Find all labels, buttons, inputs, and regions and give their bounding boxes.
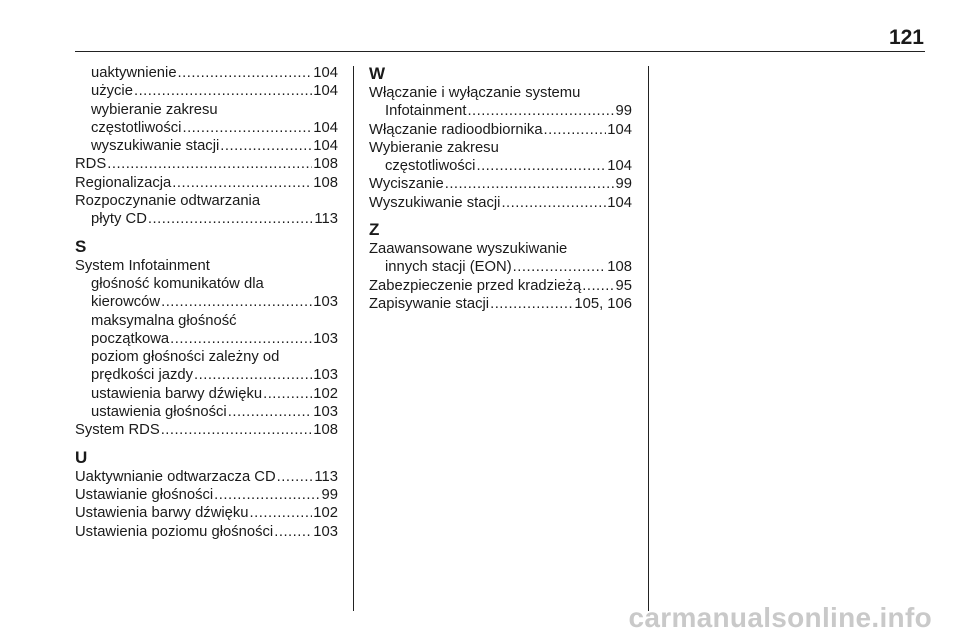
index-entry-page: 99: [321, 486, 338, 503]
dot-leader: [161, 293, 312, 311]
index-letter-heading: U: [75, 447, 88, 467]
index-entry: [75, 137, 338, 155]
index-entry: [369, 258, 632, 276]
index-entry: [75, 257, 338, 275]
index-entry-label: RDS: [75, 156, 107, 173]
index-entry-label: Ustawienia barwy dźwięku: [75, 505, 249, 522]
index-entry: [369, 139, 632, 157]
index-section-z: [369, 240, 632, 313]
index-entry: [75, 82, 338, 100]
index-entry-label: użycie: [91, 83, 133, 100]
index-entry-page: 103: [313, 367, 338, 384]
index-entry-page: 104: [313, 83, 338, 100]
dot-leader: [513, 258, 607, 276]
index-letter-heading: Z: [369, 220, 380, 240]
index-letter-heading: S: [75, 236, 87, 256]
index-entry-page: 113: [314, 468, 338, 485]
index-entry: [75, 486, 338, 504]
index-entry-page: 108: [313, 174, 338, 191]
index-entry-label: początkowa: [91, 330, 170, 347]
index-entry-page: 104: [607, 121, 632, 138]
index-entry: [369, 121, 632, 139]
index-entry: [369, 175, 632, 193]
index-entry-label: ustawienia barwy dźwięku: [91, 385, 263, 402]
dot-leader: [172, 174, 312, 192]
index-entry-label: Włączanie radioodbiornika: [369, 121, 543, 138]
dot-leader: [263, 385, 312, 403]
index-entry: [75, 174, 338, 192]
index-entry-label: innych stacji (EON): [385, 259, 512, 276]
dot-leader: [490, 295, 573, 313]
index-entry: [75, 101, 338, 119]
index-entry-label: Wyciszanie: [369, 176, 444, 193]
index-entry: [75, 155, 338, 173]
index-entry-label: System Infotainment: [75, 257, 210, 274]
index-entry: [75, 330, 338, 348]
index-entry-page: 103: [313, 523, 338, 540]
index-entry-page: 113: [314, 211, 338, 228]
dot-leader: [274, 523, 312, 541]
dot-leader: [214, 486, 320, 504]
index-entry-page: 104: [313, 65, 338, 81]
index-letter-heading: W: [369, 64, 386, 83]
index-entry-label: Zaawansowane wyszukiwanie: [369, 241, 568, 258]
index-entry: [75, 504, 338, 522]
index-entry-page: 103: [313, 294, 338, 311]
index-entry-label: Wybieranie zakresu: [369, 139, 499, 156]
dot-leader: [476, 157, 606, 175]
index-entry-label: prędkości jazdy: [91, 367, 193, 384]
index-entry-label: uaktywnienie: [91, 65, 177, 81]
index-entries-continued: [75, 64, 338, 229]
index-entry-page: 104: [313, 138, 338, 155]
index-entry-label: wybieranie zakresu: [91, 101, 218, 118]
index-column-left: [75, 64, 338, 541]
index-entry: [369, 84, 632, 102]
index-entry-label: Uaktywnianie odtwarzacza CD: [75, 468, 276, 485]
index-entry: [75, 468, 338, 486]
index-entry-label: Ustawienia poziomu głośności: [75, 523, 274, 540]
index-entry-label: System RDS: [75, 422, 160, 439]
index-entry: [369, 277, 632, 295]
index-entry-page: 105, 106: [574, 295, 632, 312]
index-entry-page: 95: [615, 277, 632, 294]
index-entry: [369, 194, 632, 212]
column-divider: [648, 66, 649, 611]
index-entry: [75, 421, 338, 439]
index-entry-page: 99: [615, 103, 632, 120]
index-entry: [369, 102, 632, 120]
index-entry-label: Zabezpieczenie przed kradzieżą: [369, 277, 582, 294]
index-entry-page: 108: [313, 156, 338, 173]
column-divider: [353, 66, 354, 611]
index-entry-page: 104: [607, 194, 632, 211]
index-entry-page: 99: [615, 176, 632, 193]
index-entry: [369, 295, 632, 313]
index-entry-label: Regionalizacja: [75, 174, 172, 191]
dot-leader: [544, 121, 607, 139]
index-entry-label: poziom głośności zależny od: [91, 349, 280, 366]
dot-leader: [250, 504, 313, 522]
header-rule: [75, 51, 925, 52]
dot-leader: [228, 403, 313, 421]
index-entry: [75, 64, 338, 82]
dot-leader: [582, 277, 614, 295]
index-entry-label: głośność komunikatów dla: [91, 275, 264, 292]
index-entry-label: Zapisywanie stacji: [369, 295, 490, 312]
index-entry: [75, 403, 338, 421]
index-entry: [75, 210, 338, 228]
index-entry: [75, 366, 338, 384]
index-entry-label: częstotliwości: [91, 119, 182, 136]
dot-leader: [170, 330, 312, 348]
index-entry-label: Infotainment: [385, 103, 467, 120]
index-entry-label: maksymalna głośność: [91, 312, 237, 329]
index-entry-label: płyty CD: [91, 211, 147, 228]
index-entry: [75, 385, 338, 403]
index-entry-page: 103: [313, 330, 338, 347]
dot-leader: [467, 102, 614, 120]
index-entry-page: 102: [313, 505, 338, 522]
index-entry: [75, 523, 338, 541]
dot-leader: [161, 421, 313, 439]
index-column-middle: [369, 64, 632, 313]
index-entry: [75, 192, 338, 210]
index-entry-label: Ustawianie głośności: [75, 486, 214, 503]
index-section-u: [75, 468, 338, 541]
index-entry-label: Włączanie i wyłączanie systemu: [369, 85, 581, 101]
index-section-s: [75, 257, 338, 440]
index-entry-label: ustawienia głośności: [91, 404, 227, 421]
dot-leader: [182, 119, 312, 137]
index-entry-page: 104: [313, 119, 338, 136]
index-entry-label: kierowców: [91, 294, 161, 311]
index-entry-page: 108: [607, 259, 632, 276]
index-entry: [75, 119, 338, 137]
index-entry: [369, 240, 632, 258]
dot-leader: [194, 366, 312, 384]
index-entry-page: 108: [313, 422, 338, 439]
index-entry-page: 103: [313, 404, 338, 421]
dot-leader: [178, 64, 313, 82]
page-number: 121: [888, 26, 924, 49]
index-entry-label: częstotliwości: [385, 158, 476, 175]
index-entry: [75, 293, 338, 311]
index-entry-label: Wyszukiwanie stacji: [369, 194, 501, 211]
index-entry: [75, 275, 338, 293]
dot-leader: [277, 468, 314, 486]
dot-leader: [220, 137, 312, 155]
index-entry-page: 102: [313, 385, 338, 402]
dot-leader: [107, 155, 312, 173]
watermark: carmanualsonline.info: [628, 602, 932, 633]
dot-leader: [148, 210, 313, 228]
index-entry-label: Rozpoczynanie odtwarzania: [75, 193, 261, 210]
dot-leader: [445, 175, 615, 193]
index-entry: [75, 312, 338, 330]
index-entry: [75, 348, 338, 366]
index-section-w: [369, 84, 632, 212]
index-entry-label: wyszukiwanie stacji: [91, 138, 220, 155]
index-entry: [369, 157, 632, 175]
dot-leader: [134, 82, 312, 100]
index-entry-page: 104: [607, 158, 632, 175]
dot-leader: [501, 194, 606, 212]
